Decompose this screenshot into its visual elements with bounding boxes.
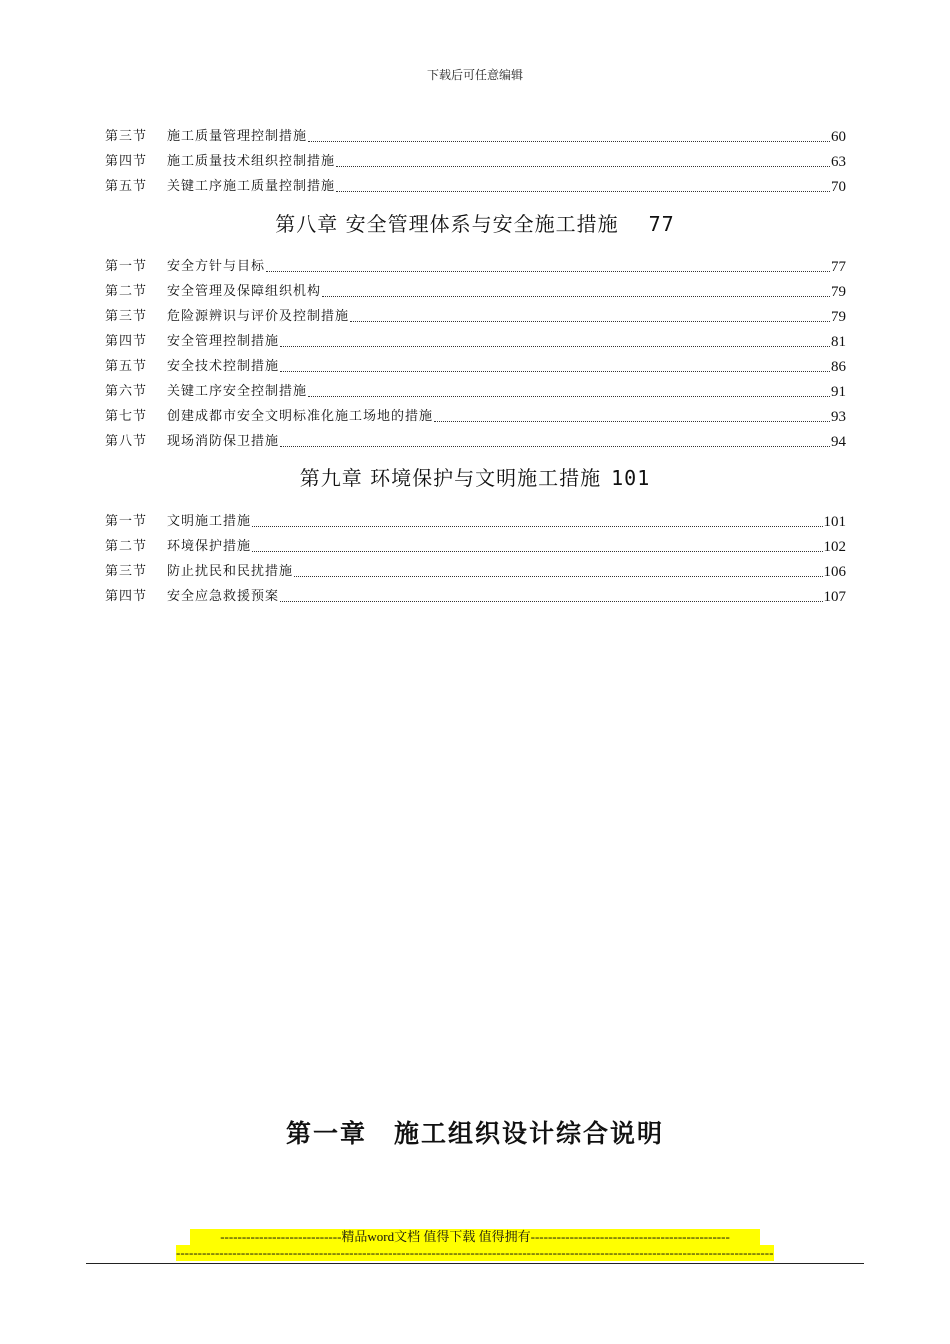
chapter-title: 第八章 安全管理体系与安全施工措施 [275,212,619,236]
toc-entry[interactable] [105,281,846,301]
toc-entry[interactable] [105,331,846,351]
toc-entry[interactable] [105,406,846,426]
toc-section-number: 第一节 [105,259,148,274]
toc-section-number: 第七节 [105,409,148,424]
toc-section-number: 第三节 [105,564,148,579]
chapter-page-number: 77 [648,212,675,236]
toc-page-number: 107 [823,589,846,605]
toc-page-number: 101 [823,514,846,530]
toc-leader-dots [280,371,830,372]
toc-entry[interactable] [105,536,846,556]
toc-page-number: 102 [823,539,846,555]
toc-entry[interactable] [105,306,846,326]
toc-section-number: 第四节 [105,334,148,349]
toc-entry[interactable] [105,176,846,196]
toc-entry[interactable] [105,151,846,171]
toc-leader-dots [350,321,830,322]
toc-entry[interactable] [105,586,846,606]
toc-page-number: 70 [831,179,846,195]
toc-section-number: 第二节 [105,284,148,299]
toc-entry[interactable] [105,511,846,531]
toc-section-number: 第五节 [105,179,148,194]
toc-entry[interactable] [105,356,846,376]
toc-section-title: 现场消防保卫措施 [167,434,280,449]
footer-banner-line-1: ----------------------------精品word文档 值得下载 值得拥有---------------------------------------------- [190,1229,760,1245]
toc-section-number: 第五节 [105,359,148,374]
toc-section-title: 文明施工措施 [167,514,252,529]
toc-page-number: 60 [831,129,846,145]
toc-leader-dots [322,296,830,297]
toc-section-number: 第一节 [105,514,148,529]
toc-leader-dots [280,446,830,447]
toc-section-title: 安全管理及保障组织机构 [167,284,322,299]
toc-section-number: 第三节 [105,309,148,324]
toc-page-number: 93 [831,409,846,425]
toc-page-number: 94 [831,434,846,450]
toc-section-title: 安全技术控制措施 [167,359,280,374]
toc-leader-dots [308,141,830,142]
toc-section-number: 第六节 [105,384,148,399]
toc-leader-dots [336,166,830,167]
toc-section-number: 第二节 [105,539,148,554]
toc-leader-dots [280,601,822,602]
toc-entry[interactable] [105,561,846,581]
toc-leader-dots [434,421,830,422]
toc-section-title: 防止扰民和民扰措施 [167,564,294,579]
toc-leader-dots [280,346,830,347]
toc-page-number: 77 [831,259,846,275]
footer-divider [86,1263,864,1264]
toc-section-number: 第四节 [105,589,148,604]
toc-page-number: 79 [831,284,846,300]
toc-leader-dots [308,396,830,397]
toc-leader-dots [252,526,822,527]
chapter-9-heading[interactable] [0,462,950,491]
toc-section-title: 关键工序安全控制措施 [167,384,308,399]
toc-section-title: 安全方针与目标 [167,259,266,274]
toc-section-title: 环境保护措施 [167,539,252,554]
toc-entry[interactable] [105,431,846,451]
chapter-page-number: 101 [611,466,651,490]
chapter-8-heading[interactable] [0,208,950,237]
toc-section-title: 危险源辨识与评价及控制措施 [167,309,350,324]
toc-leader-dots [252,551,822,552]
toc-section-number: 第四节 [105,154,148,169]
toc-entry[interactable] [105,256,846,276]
toc-page-number: 86 [831,359,846,375]
toc-section-title: 施工质量管理控制措施 [167,129,308,144]
toc-leader-dots [336,191,830,192]
footer-banner-line-2: ------------------------------------------------------------------------------------------------------------------------------------------ [176,1245,774,1260]
toc-section-title: 创建成都市安全文明标准化施工场地的措施 [167,409,434,424]
chapter-title: 第九章 环境保护与文明施工措施 [299,466,602,490]
toc-leader-dots [294,576,822,577]
toc-page-number: 63 [831,154,846,170]
toc-leader-dots [266,271,830,272]
toc-section-number: 第三节 [105,129,148,144]
toc-page-number: 79 [831,309,846,325]
toc-section-title: 施工质量技术组织控制措施 [167,154,336,169]
toc-section-number: 第八节 [105,434,148,449]
toc-section-title: 安全管理控制措施 [167,334,280,349]
toc-entry[interactable] [105,381,846,401]
toc-page-number: 81 [831,334,846,350]
toc-entry[interactable] [105,126,846,146]
chapter-1-title: 第一章 施工组织设计综合说明 [285,1119,664,1148]
toc-page-number: 106 [823,564,846,580]
toc-section-title: 关键工序施工质量控制措施 [167,179,336,194]
toc-section-title: 安全应急救援预案 [167,589,280,604]
toc-page-number: 91 [831,384,846,400]
header-note: 下载后可任意编辑 [426,68,523,82]
